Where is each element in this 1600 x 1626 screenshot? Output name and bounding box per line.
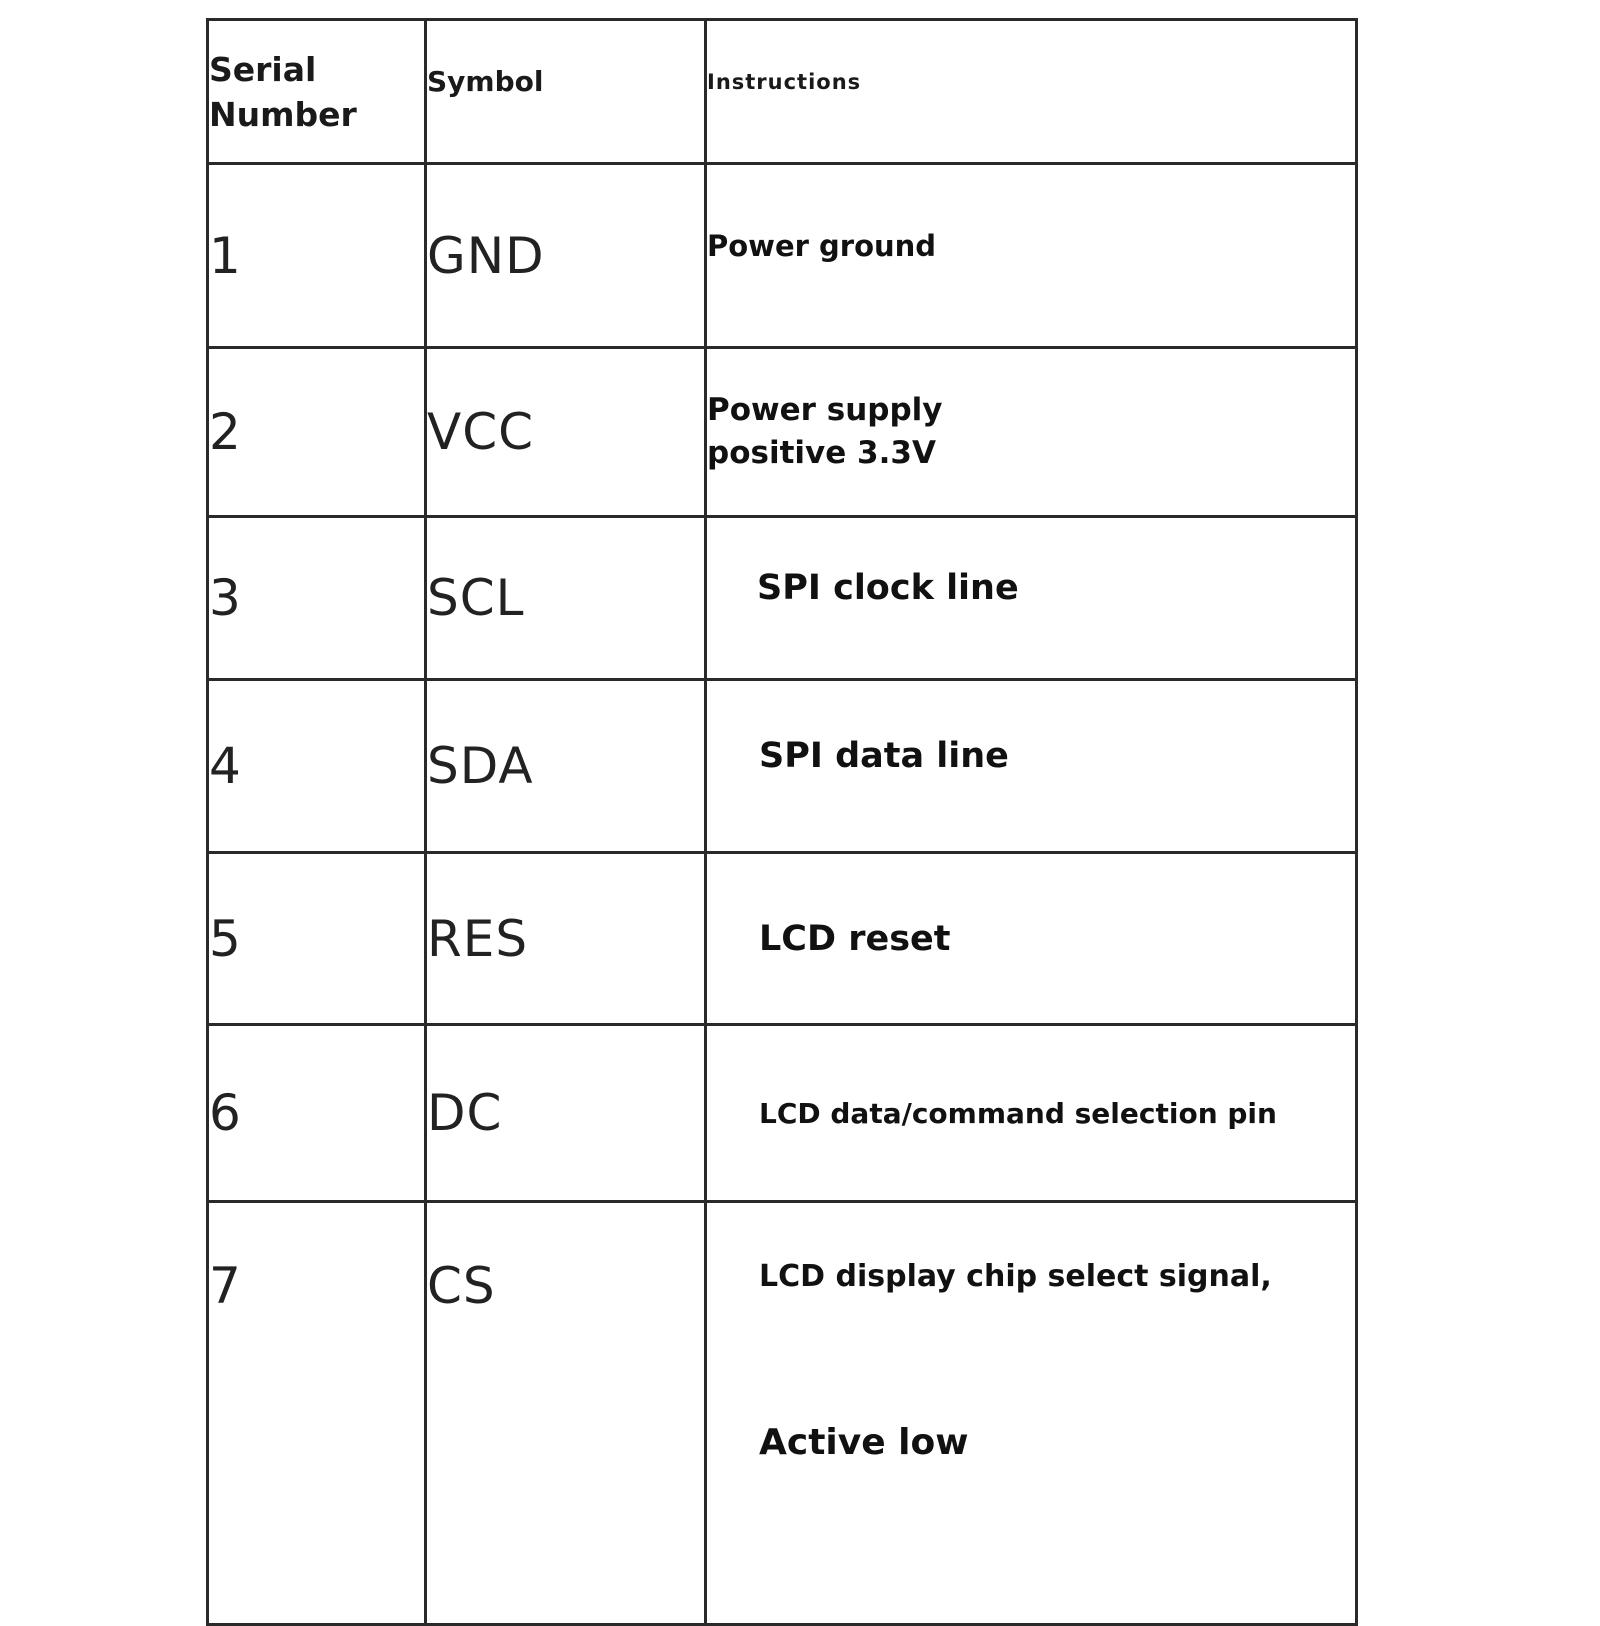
- header-instructions: [706, 20, 1357, 164]
- symbol-cell: SDA: [426, 680, 706, 853]
- table-row: [208, 853, 1357, 1025]
- symbol-cell: RES: [426, 853, 706, 1025]
- pin-definition-table: [206, 18, 1358, 1626]
- instruction-cell: [706, 164, 1357, 348]
- table-row: [208, 1025, 1357, 1202]
- table-row: [208, 1202, 1357, 1625]
- instruction-text: Power supply positive 3.3V: [707, 392, 943, 471]
- instruction-text: LCD data/command selection pin: [759, 1096, 1277, 1130]
- serial-number-cell: 2: [208, 348, 426, 517]
- instruction-cell: [706, 517, 1357, 680]
- serial-number-cell: 6: [208, 1025, 426, 1202]
- header-symbol: [426, 20, 706, 164]
- symbol-cell: GND: [426, 164, 706, 348]
- serial-number-cell: 4: [208, 680, 426, 853]
- instruction-cell: [706, 1025, 1357, 1202]
- serial-number-cell: 1: [208, 164, 426, 348]
- instruction-cell: [706, 1202, 1357, 1625]
- table-row: [208, 164, 1357, 348]
- instruction-text: SPI clock line: [757, 568, 1019, 608]
- table-row: [208, 680, 1357, 853]
- serial-number-cell: 5: [208, 853, 426, 1025]
- header-serial-number: Serial Number: [208, 20, 426, 164]
- instruction-cell: [706, 680, 1357, 853]
- header-instructions-label: Instructions: [707, 69, 862, 94]
- table-row: [208, 517, 1357, 680]
- instruction-text: SPI data line: [759, 736, 1009, 776]
- header-symbol-label: Symbol: [427, 65, 544, 98]
- instruction-text-line-2: Active low: [759, 1422, 969, 1463]
- serial-number-cell: 7: [208, 1202, 426, 1625]
- instruction-cell: [706, 853, 1357, 1025]
- instruction-text: Power ground: [707, 228, 937, 263]
- instruction-cell: [706, 348, 1357, 517]
- table-header-row: [208, 20, 1357, 164]
- instruction-text-line-1: LCD display chip select signal,: [759, 1259, 1272, 1294]
- symbol-cell: VCC: [426, 348, 706, 517]
- symbol-cell: SCL: [426, 517, 706, 680]
- table-row: [208, 348, 1357, 517]
- symbol-cell: CS: [426, 1202, 706, 1625]
- serial-number-cell: 3: [208, 517, 426, 680]
- symbol-cell: DC: [426, 1025, 706, 1202]
- instruction-text: LCD reset: [759, 918, 951, 959]
